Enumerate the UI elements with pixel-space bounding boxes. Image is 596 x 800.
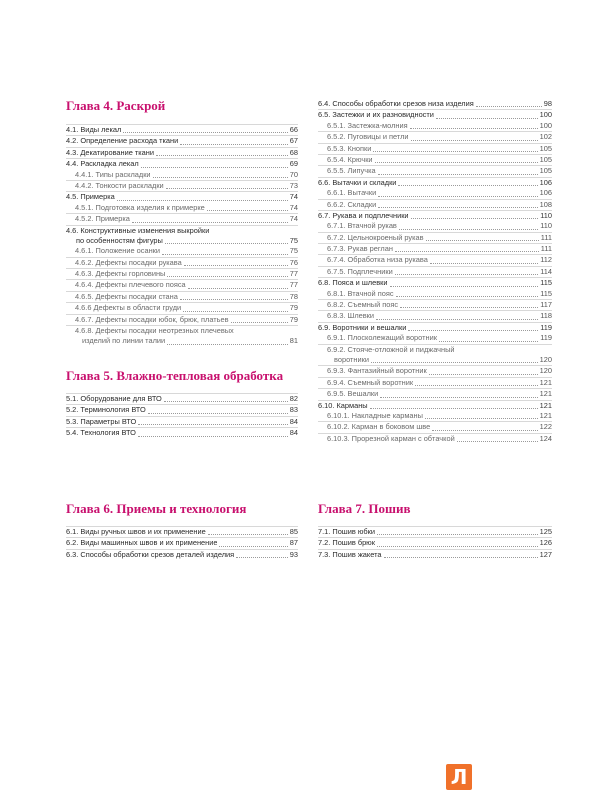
- toc-page: 111: [540, 244, 552, 254]
- dot-leader: [399, 229, 538, 230]
- toc-page: 102: [539, 132, 552, 142]
- toc-page: 127: [539, 549, 552, 559]
- toc-entry[interactable]: [66, 124, 298, 135]
- dot-leader: [377, 546, 538, 547]
- dot-leader: [236, 557, 288, 558]
- toc-entry[interactable]: [318, 99, 552, 109]
- dot-leader: [141, 167, 288, 168]
- toc-page: 75: [289, 246, 298, 256]
- toc-label: 6.9.5. Вешалки: [327, 389, 379, 399]
- toc-entry[interactable]: [318, 165, 552, 176]
- toc-label: 6.8.3. Шлевки: [327, 311, 375, 321]
- toc-entry[interactable]: [66, 404, 298, 415]
- dot-leader: [370, 408, 538, 409]
- chapter-5-title: Глава 5. Влажно-тепловая обработка: [66, 368, 284, 383]
- toc-entry[interactable]: [318, 537, 552, 548]
- toc-entry[interactable]: [318, 210, 552, 221]
- toc-entry[interactable]: [66, 236, 298, 246]
- dot-leader: [410, 128, 538, 129]
- toc-page: 74: [289, 192, 298, 202]
- toc-entry[interactable]: [66, 213, 298, 224]
- toc-entry[interactable]: [318, 254, 552, 265]
- toc-page: 121: [539, 410, 552, 420]
- toc-entry[interactable]: [318, 344, 552, 355]
- toc-entry[interactable]: [66, 225, 298, 236]
- toc-label: 4.6.4. Дефекты плечевого пояса: [75, 280, 186, 290]
- toc-page: 119: [540, 322, 552, 332]
- toc-label: 4.4.1. Типы раскладки: [75, 169, 151, 179]
- toc-label: 6.3. Способы обработки срезов деталей изделия: [66, 549, 235, 559]
- dot-leader: [166, 188, 288, 189]
- chapter-6-toc: [66, 526, 298, 560]
- dot-leader: [436, 118, 538, 119]
- dot-leader: [207, 210, 288, 211]
- dot-leader: [219, 546, 287, 547]
- dot-leader: [380, 397, 537, 398]
- toc-label: 4.5.1. Подготовка изделия к примерке: [75, 202, 205, 212]
- toc-label: 6.7. Рукава и подплечники: [318, 210, 409, 220]
- toc-label: 4.3. Декатирование ткани: [66, 147, 155, 157]
- chapter-7-title: Глава 7. Пошив: [318, 501, 411, 516]
- dot-leader: [208, 534, 288, 535]
- toc-page: 105: [539, 154, 552, 164]
- toc-entry[interactable]: [66, 393, 298, 404]
- toc-page: 124: [539, 433, 552, 443]
- dot-leader: [148, 413, 288, 414]
- toc-label: 4.2. Определение расхода ткани: [66, 136, 179, 146]
- toc-page: 70: [289, 169, 298, 179]
- toc-page: 117: [540, 300, 552, 310]
- toc-label: 6.9.2. Стояче-отложной и пиджачный: [327, 344, 455, 354]
- dot-leader: [429, 374, 538, 375]
- toc-page: 121: [539, 400, 552, 410]
- toc-label: 6.10. Карманы: [318, 400, 368, 410]
- toc-label: 6.8. Пояса и шлевки: [318, 278, 388, 288]
- toc-label: 4.5.2. Примерка: [75, 214, 130, 224]
- toc-entry[interactable]: [318, 400, 552, 411]
- toc-entry[interactable]: [66, 135, 298, 146]
- toc-label: 6.10.3. Прорезной карман с обтачкой: [327, 433, 455, 443]
- toc-entry[interactable]: [66, 170, 298, 180]
- toc-entry[interactable]: [318, 421, 552, 432]
- dot-leader: [395, 251, 539, 252]
- toc-entry[interactable]: [318, 277, 552, 288]
- dot-leader: [153, 177, 288, 178]
- toc-page: 84: [289, 428, 298, 438]
- toc-page: 75: [289, 235, 298, 245]
- dot-leader: [396, 296, 539, 297]
- toc-page: 82: [289, 393, 298, 403]
- toc-label: 4.6.7. Дефекты посадки юбок, брюк, платьев: [75, 314, 229, 324]
- dot-leader: [476, 106, 542, 107]
- dot-leader: [162, 254, 288, 255]
- dot-leader: [375, 162, 538, 163]
- toc-label: 6.7.4. Обработка низа рукава: [327, 255, 428, 265]
- toc-entry[interactable]: [66, 158, 298, 169]
- toc-page: 126: [539, 538, 552, 548]
- toc-page: 73: [289, 180, 298, 190]
- toc-label: 4.4.2. Тонкости раскладки: [75, 180, 164, 190]
- chapter-4-title: Глава 4. Раскрой: [66, 98, 166, 113]
- toc-page: 114: [540, 266, 552, 276]
- toc-label: воротники: [334, 354, 369, 364]
- toc-label: 6.2. Виды машинных швов и их применение: [66, 538, 218, 548]
- toc-page: 106: [539, 188, 552, 198]
- toc-label: 4.6.8. Дефекты посадки неотрезных плечевых: [75, 326, 234, 336]
- toc-page: 77: [289, 269, 298, 279]
- toc-entry[interactable]: [318, 355, 552, 365]
- toc-page: 84: [289, 416, 298, 426]
- toc-page: 105: [539, 143, 552, 153]
- toc-entry[interactable]: [318, 388, 552, 399]
- toc-label: 6.10.2. Карман в боковом шве: [327, 422, 431, 432]
- dot-leader: [376, 319, 538, 320]
- toc-page: 118: [540, 311, 552, 321]
- dot-leader: [165, 243, 288, 244]
- toc-entry[interactable]: [66, 302, 298, 313]
- toc-label: 7.1. Пошив юбки: [318, 526, 375, 536]
- toc-page: 112: [540, 255, 552, 265]
- toc-entry[interactable]: [66, 147, 298, 158]
- dot-leader: [430, 263, 538, 264]
- dot-leader: [384, 557, 538, 558]
- dot-leader: [457, 441, 538, 442]
- toc-label: 6.10.1. Накладные карманы: [327, 410, 423, 420]
- toc-label: 6.8.2. Съемный пояс: [327, 300, 399, 310]
- toc-entry[interactable]: [318, 154, 552, 165]
- dot-leader: [377, 534, 538, 535]
- toc-entry[interactable]: [318, 322, 552, 333]
- toc-label: 6.6. Вытачки и складки: [318, 177, 397, 187]
- toc-entry[interactable]: [318, 377, 552, 388]
- toc-entry[interactable]: [318, 333, 552, 343]
- dot-leader: [180, 299, 288, 300]
- toc-label: по особенностям фигуры: [76, 235, 163, 245]
- toc-entry[interactable]: [66, 325, 298, 336]
- toc-page: 119: [540, 333, 552, 343]
- dot-leader: [188, 288, 288, 289]
- chapter-5-toc: [66, 393, 298, 439]
- toc-label: 4.6. Конструктивные изменения выкройки: [66, 225, 210, 235]
- toc-page: 66: [289, 124, 298, 134]
- toc-label: 6.9.4. Съемный воротник: [327, 377, 414, 387]
- dot-leader: [132, 222, 288, 223]
- toc-label: 6.8.1. Втачной пояс: [327, 288, 394, 298]
- toc-label: 6.5.5. Липучка: [327, 166, 376, 176]
- toc-page: 120: [539, 354, 552, 364]
- toc-entry[interactable]: [66, 257, 298, 268]
- toc-page: 85: [289, 526, 298, 536]
- toc-label: 4.6.6 Дефекты в области груди: [75, 303, 182, 313]
- toc-label: 4.5. Примерка: [66, 192, 115, 202]
- toc-page: 67: [289, 136, 298, 146]
- toc-page: 105: [539, 166, 552, 176]
- dot-leader: [167, 276, 287, 277]
- toc-entry[interactable]: [318, 549, 552, 560]
- toc-label: 6.6.1. Вытачки: [327, 188, 377, 198]
- toc-page: 98: [543, 98, 552, 108]
- toc-entry[interactable]: [66, 549, 298, 560]
- toc-entry[interactable]: [66, 246, 298, 256]
- toc-page: 93: [289, 549, 298, 559]
- toc-label: 6.9.3. Фантазийный воротник: [327, 366, 427, 376]
- dot-leader: [398, 185, 537, 186]
- toc-entry[interactable]: [318, 177, 552, 188]
- toc-entry[interactable]: [318, 121, 552, 131]
- toc-page: 69: [289, 159, 298, 169]
- dot-leader: [378, 207, 537, 208]
- toc-label: 6.9. Воротники и вешалки: [318, 322, 407, 332]
- toc-page: 111: [540, 232, 552, 242]
- toc-entry[interactable]: [66, 526, 298, 537]
- toc-entry[interactable]: [318, 221, 552, 231]
- toc-label: 6.4. Способы обработки срезов низа изделия: [318, 98, 474, 108]
- toc-entry[interactable]: [66, 427, 298, 438]
- dot-leader: [156, 155, 288, 156]
- toc-page: 78: [289, 291, 298, 301]
- toc-page: 122: [539, 422, 552, 432]
- toc-label: 6.5.2. Пуговицы и петли: [327, 132, 409, 142]
- publisher-logo-icon: Л: [446, 764, 472, 790]
- toc-label: 6.1. Виды ручных швов и их применение: [66, 526, 206, 536]
- toc-page: 68: [289, 147, 298, 157]
- toc-label: 5.1. Оборудование для ВТО: [66, 393, 162, 403]
- dot-leader: [373, 151, 537, 152]
- toc-label: изделий по линии талии: [82, 336, 166, 346]
- dot-leader: [411, 218, 539, 219]
- toc-entry[interactable]: [318, 188, 552, 198]
- toc-label: 6.7.3. Рукав реглан: [327, 244, 393, 254]
- toc-label: 6.7.2. Цельнокроеный рукав: [327, 232, 424, 242]
- dot-leader: [184, 265, 288, 266]
- toc-page: 83: [289, 405, 298, 415]
- toc-label: 4.6.5. Дефекты посадки стана: [75, 291, 178, 301]
- toc-entry[interactable]: [66, 314, 298, 325]
- toc-entry[interactable]: [66, 279, 298, 290]
- toc-page: 106: [539, 177, 552, 187]
- toc-page: 100: [539, 120, 552, 130]
- toc-label: 6.5. Застежки и их разновидности: [318, 110, 434, 120]
- toc-entry[interactable]: [318, 310, 552, 321]
- toc-entry[interactable]: [318, 289, 552, 299]
- toc-label: 4.6.3. Дефекты горловины: [75, 269, 166, 279]
- toc-label: 5.3. Параметры ВТО: [66, 416, 137, 426]
- dot-leader: [426, 240, 539, 241]
- toc-page: 81: [289, 336, 298, 346]
- toc-entry[interactable]: [66, 336, 298, 346]
- toc-entry[interactable]: [318, 243, 552, 254]
- dot-leader: [123, 132, 287, 133]
- toc-page: 74: [289, 202, 298, 212]
- dot-leader: [408, 330, 538, 331]
- dot-leader: [138, 424, 288, 425]
- toc-page: 121: [539, 389, 552, 399]
- toc-label: 6.5.3. Кнопки: [327, 143, 372, 153]
- toc-page: 74: [289, 214, 298, 224]
- toc-label: 6.5.1. Застежка-молния: [327, 120, 408, 130]
- toc-page: 79: [289, 303, 298, 313]
- toc-label: 7.3. Пошив жакета: [318, 549, 382, 559]
- toc-label: 6.9.1. Плосколежащий воротник: [327, 333, 437, 343]
- chapter-6-continued-toc: [318, 99, 552, 444]
- toc-entry[interactable]: [66, 203, 298, 213]
- toc-entry[interactable]: [66, 291, 298, 302]
- dot-leader: [167, 344, 288, 345]
- chapter-7-toc: [318, 526, 552, 560]
- toc-label: 4.6.2. Дефекты посадки рукава: [75, 257, 182, 267]
- dot-leader: [164, 401, 288, 402]
- dot-leader: [183, 311, 288, 312]
- toc-entry[interactable]: [66, 191, 298, 202]
- dot-leader: [138, 436, 288, 437]
- toc-entry[interactable]: [318, 109, 552, 120]
- toc-entry[interactable]: [318, 365, 552, 376]
- toc-page: 100: [539, 110, 552, 120]
- dot-leader: [415, 385, 538, 386]
- chapter-4-toc: [66, 124, 298, 347]
- dot-leader: [425, 418, 538, 419]
- toc-page: 77: [289, 280, 298, 290]
- toc-page: 87: [289, 538, 298, 548]
- toc-page: 115: [540, 288, 552, 298]
- dot-leader: [180, 144, 288, 145]
- dot-leader: [432, 430, 537, 431]
- toc-page: 79: [289, 314, 298, 324]
- chapter-6-title: Глава 6. Приемы и технология: [66, 501, 247, 516]
- toc-entry[interactable]: [318, 131, 552, 142]
- toc-entry[interactable]: [318, 526, 552, 537]
- toc-page: 108: [539, 199, 552, 209]
- toc-entry[interactable]: [66, 416, 298, 427]
- toc-label: 4.1. Виды лекал: [66, 124, 122, 134]
- dot-leader: [371, 362, 538, 363]
- toc-label: 5.2. Терминология ВТО: [66, 405, 146, 415]
- dot-leader: [395, 274, 538, 275]
- toc-label: 6.7.5. Подплечники: [327, 266, 393, 276]
- toc-label: 6.5.4. Крючки: [327, 154, 373, 164]
- toc-page: 121: [539, 377, 552, 387]
- toc-entry[interactable]: [318, 199, 552, 210]
- dot-leader: [411, 140, 538, 141]
- dot-leader: [231, 322, 288, 323]
- dot-leader: [390, 286, 539, 287]
- toc-entry[interactable]: [318, 232, 552, 243]
- dot-leader: [439, 341, 538, 342]
- toc-entry[interactable]: [66, 268, 298, 279]
- toc-entry[interactable]: [318, 411, 552, 421]
- dot-leader: [117, 200, 288, 201]
- dot-leader: [400, 307, 538, 308]
- toc-label: 6.6.2. Складки: [327, 199, 377, 209]
- toc-label: 6.7.1. Втачной рукав: [327, 221, 397, 231]
- toc-label: 7.2. Пошив брюк: [318, 538, 375, 548]
- toc-label: 4.4. Раскладка лекал: [66, 159, 139, 169]
- dot-leader: [378, 174, 538, 175]
- toc-page: 115: [540, 278, 552, 288]
- toc-entry[interactable]: [318, 143, 552, 154]
- toc-label: 5.4. Технология ВТО: [66, 428, 136, 438]
- toc-page: 76: [289, 257, 298, 267]
- toc-entry[interactable]: [66, 537, 298, 548]
- toc-entry[interactable]: [318, 266, 552, 277]
- toc-page: 120: [539, 366, 552, 376]
- toc-entry[interactable]: [318, 433, 552, 444]
- toc-page: 110: [540, 210, 552, 220]
- dot-leader: [378, 196, 537, 197]
- toc-entry[interactable]: [66, 180, 298, 191]
- toc-page: 125: [539, 526, 552, 536]
- toc-label: 4.6.1. Положение осанки: [75, 246, 161, 256]
- toc-entry[interactable]: [318, 299, 552, 310]
- toc-page: 110: [540, 221, 552, 231]
